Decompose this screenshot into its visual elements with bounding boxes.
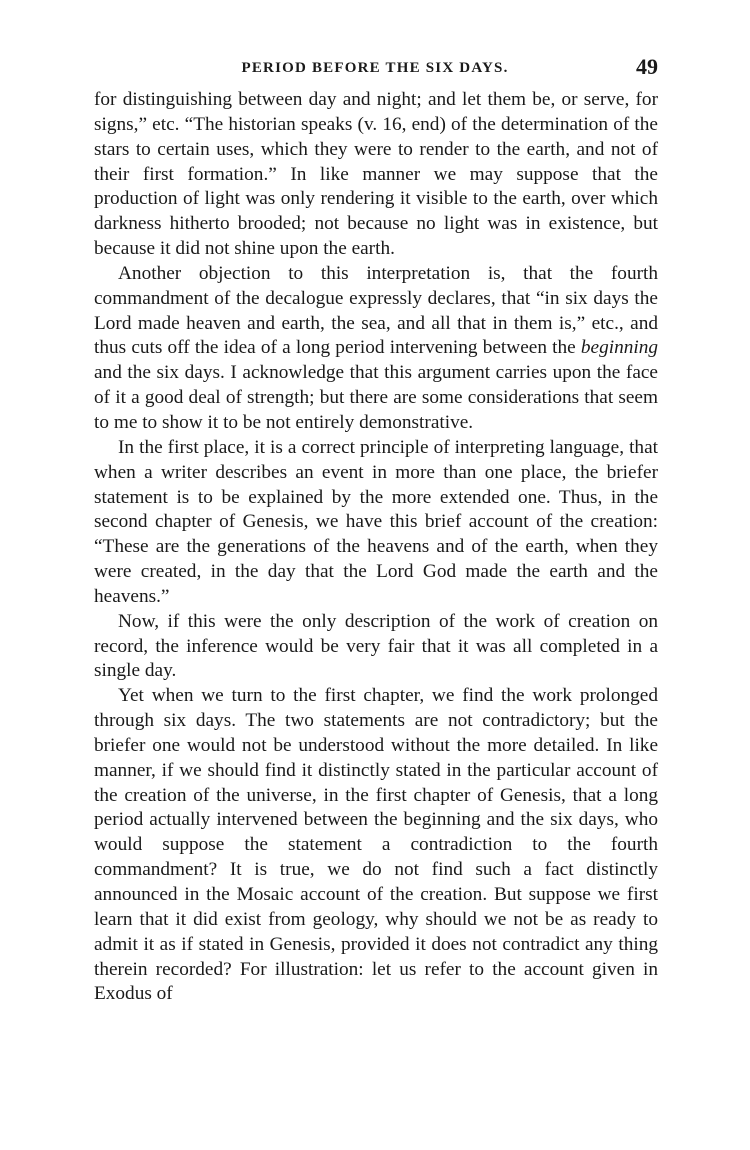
paragraph-3-text: In the first place, it is a correct principle of interpreting language, that when a writer describes an event in more than one place, the briefer statement is to be explained by the more extended one. Thus, in the second chapter of Genesis, we have this brief account of the creation: “These are the generations of the heavens and of the earth, when they were created, in the day that the Lord God made the earth and the heavens.”	[94, 436, 658, 607]
body-text	[94, 88, 658, 1007]
paragraph-5-text: Yet when we turn to the first chapter, we find the work prolonged through six days. The two statements are not contradictory; but the briefer one would not be understood without the more detailed. In like manner, if we should find it distinctly stated in the particular account of the creation of the universe, in the first chapter of Genesis, that a long period actually intervened between the beginning and the six days, who would suppose the statement a contradiction to the fourth commandment? It is true, we do not find such a fact distinctly announced in the Mosaic account of the creation. But suppose we first learn that it did exist from geology, why should we not be as ready to admit it as if stated in Genesis, provided it does not contradict any thing therein recorded? For illustration: let us refer to the account given in Exodus of	[94, 685, 658, 1005]
paragraph-2	[94, 262, 658, 436]
paragraph-1	[94, 88, 658, 262]
running-title: PERIOD BEFORE THE SIX DAYS.	[241, 60, 509, 76]
paragraph-1-text: for distinguishing between day and night; and let them be, or serve, for signs,” etc. “The historian speaks (v. 16, end) of the determination of the stars to certain uses, which they were to render to the earth, and not of their first formation.” In like manner we may suppose that the production of light was only rendering it visible to the earth, over which darkness hitherto brooded; not because no light was in existence, but because it did not shine upon the earth.	[94, 89, 658, 260]
paragraph-5	[94, 684, 658, 1007]
paragraph-2-text-start: Another objection to this interpretation is, that the fourth commandment of the decalogue expressly declares, that “in six days the Lord made heaven and earth, the sea, and all that in them is,” etc., and thus cuts off the idea of a long period intervening between the	[94, 262, 658, 359]
running-head	[92, 50, 658, 84]
paragraph-4	[94, 610, 658, 685]
paragraph-2-italic-word: beginning	[580, 337, 658, 359]
paragraph-2-text-end: and the six days. I acknowledge that this argument carries upon the face of it a good deal of strength; but there are some considerations that seem to me to show it to be not entirely demonstrative.	[94, 362, 658, 433]
page-number: 49	[636, 54, 658, 79]
paragraph-3	[94, 436, 658, 610]
paragraph-4-text: Now, if this were the only description of the work of creation on record, the inference would be very fair that it was all completed in a single day.	[94, 610, 658, 682]
